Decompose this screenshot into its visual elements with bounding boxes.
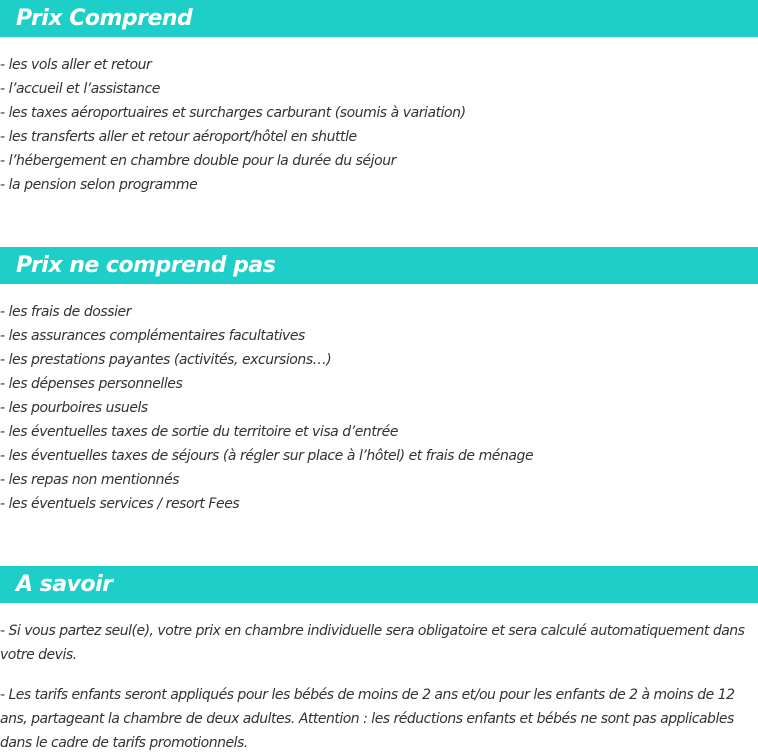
list-item: - les éventuelles taxes de séjours (à régler sur place à l’hôtel) et frais de ménage: [0, 448, 534, 464]
list-item: - les taxes aéroportuaires et surcharges carburant (soumis à variation): [0, 105, 466, 121]
section-header-prix-comprend: [0, 0, 758, 37]
list-item: - les éventuelles taxes de sortie du territoire et visa d’entrée: [0, 424, 398, 440]
list-item: - les pourboires usuels: [0, 400, 148, 416]
section-title: Prix ne comprend pas: [16, 253, 276, 278]
info-paragraph-child-rates: - Les tarifs enfants seront appliqués pour les bébés de moins de 2 ans et/ou pour les enfants de 2 à moins de 12 ans, partageant la chambre de deux adultes. Attention : les réductions enfants et bébés ne sont pas applicables dans le cadre de tarifs promotionnels.: [0, 687, 735, 751]
list-item: - les prestations payantes (activités, excursions…): [0, 352, 332, 368]
list-item: - les vols aller et retour: [0, 57, 152, 73]
included-list: [0, 53, 466, 197]
section-title: Prix Comprend: [16, 6, 193, 31]
list-item: - la pension selon programme: [0, 177, 198, 193]
section-title: A savoir: [16, 572, 113, 597]
list-item: - les transferts aller et retour aéroport/hôtel en shuttle: [0, 129, 357, 145]
info-paragraph-single-room: - Si vous partez seul(e), votre prix en chambre individuelle sera obligatoire et sera calculé automatiquement dans votre devis.: [0, 623, 745, 663]
excluded-list: [0, 300, 533, 516]
section-header-a-savoir: [0, 566, 758, 603]
list-item: - les dépenses personnelles: [0, 376, 183, 392]
list-item: - les repas non mentionnés: [0, 472, 180, 488]
list-item: - les éventuels services / resort Fees: [0, 496, 240, 512]
list-item: - les assurances complémentaires facultatives: [0, 328, 305, 344]
list-item: - l’accueil et l’assistance: [0, 81, 160, 97]
list-item: - l’hébergement en chambre double pour la durée du séjour: [0, 153, 396, 169]
section-header-prix-ne-comprend-pas: [0, 247, 758, 284]
list-item: - les frais de dossier: [0, 304, 131, 320]
